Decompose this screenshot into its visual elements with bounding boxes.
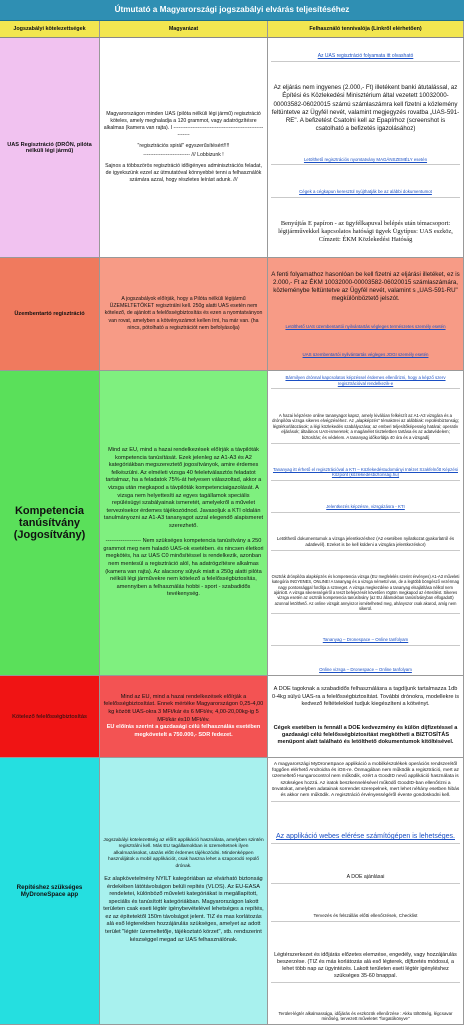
header-obligations: Jogszabályi kötelezettségek [0,21,100,37]
doe-insurance-text: A DOE tagoknak a szabadidős felhasználásra a tagdíjunk tartalmazza 1db 0-4kg súlyú UAS-ra a felelősségbiztosítást. További drónokra, modellekre is kedvező feltételekkel tudjuk kiegészíteni a kötvényt. [271,686,460,707]
uas-form-company-link[interactable]: Cégek a cégkapun keresztül nyújthatják be az alábbi dokumentumot [271,187,460,198]
app-explanation [100,758,268,1024]
table-header [0,21,464,38]
preflight-check-text: Terület-légtér alkalmassága, időjárás és eszközök ellenőrzése : Akku töltöttség, légcsavar minőség, tervezett műveletet "forgatókönyve" [278,1010,453,1022]
uas-process-link[interactable]: Az UAS regisztráció folyamata itt olvasható [271,51,460,63]
insurance-explanation [100,676,268,757]
competency-label-text: Kompetencia tanúsítvány (Jogosítvány) [13,505,86,541]
row-insurance [0,676,464,758]
competency-expl-text-2: ------------------- Nem szükséges kompetencia tanúsítvány a 250 grammot meg nem haladó UAS-ok esetében. és nincsen életkori megkötés, ha az UAS C0 minősítéssel is rendelkezik, azonban nem mentesül a regisztráció alól, ha adatrögzítésre alkalmas (kamera van rajta). Az alacsony súlyuk miatt a 250g alatti pilóta nélküli légi járművekre nem kötelező a felelősségbiztosítás, amennyiben a felhasználás hobbi - sport - szabadidős tevékenység. [103,538,264,598]
uas-fee-text: Az eljárás nem ingyenes (2.000,- Ft) illetékent banki átutalással, az Építési és Közlekedési Minisztérium által vezetett 10032000-00003582-06020015 számú számlaszámra kell fizetni a közlemény feltüntetve az Ügyfél nevét, valamint megjegyzés rovatba „UAS-591-RE". A befizetést Csatolni kell az Epapírhoz (screenshot is csatolható a befizetés igazolásához) [271,84,460,132]
header-explanation: Magyarázat [100,21,268,37]
airspace-analysis-text: Légtérszerkezet és időjárás előzetes elemzése, engedély, vagy hozzájárulás beszerzése. (TIZ és más korlátozás alá eső légterek, díjfizetés módosul, a lehet több nap az ügyintézés. Lakott területen eseti légtér igényléshez szükséges 35-60 bnappal. [271,950,460,983]
row-competency [0,371,464,676]
doe-recommendations: A DOE ajánlásai [271,872,460,884]
exam-documents-text: Letölthető dokumentumok a vizsga jelentkezéshez (A2 esetében nyilatkozat gyakorlatról és adatlevél). Ezeket is be kell küldeni a vizsgára jelentkezéskor) [271,534,460,550]
uas-registration-explanation [100,38,268,257]
company-insurance-text: Cégek esetében is fennáll a DOE kedvezmény és külön díjfizetéssel a gazdasági célú felelősségbiztosítást megkötheti a BIZTOSÍTÁS menüpont alatt található és letölthető dokumentumok kitöltésével. [273,724,458,746]
insurance-label [0,676,100,757]
row-operator-registration [0,258,464,371]
competency-tasks [268,371,464,675]
app-tasks [268,758,464,1024]
app-expl-text-2: Ez alapkövetelmény NYILT kategóriában az elvárható biztonság érdekében látótávolságon belüli repítés (VLOS). Az EU-EASA rendeletei, különböző műveleti kategóriákat is megállapított, speciális és tanúsított kategóriákban. Magyarországon lakott területen csak eseti légtér igénybevételével lehetséges a repítés, ez az építetektől 150m távolságot jelent. TIZ és mas korlátozás alá eső légterekben hozzájárulás szükséges, amelyet az adott terület "légtér üzemeltetője, tájékoztató körzet", stb. rendszerint készséggel megad az UAS felhasználónak. [103,876,264,943]
header-user-tasks: Felhasználó tennivalója (Linkről elérhetően) [268,21,464,37]
mydronespace-text: A magyarországi MyDroneSpace applikáció a mobilkészülékek operációs rendszerétől függően elérhető Androidra és iOS-re. Önmagában nem működik a regisztráció, mert az üzemeltető Hungarocontrol nem működik, ezért a GoodID nevű applikáció használata is szükséges hozzá. Az iratok beszkennelésével működő GoodID-ban ellenőrizni a önvatokat, amelyben adatainak sorrendet szerepelnek, mert lehet néhány esetben hibás és akkor nem működik. A regisztráció érvényességéről évente gondoskodni kell. [271,760,460,802]
uas-registration-label: UAS Regisztráció (DRÓN, pilóta nélküli légi jármű) [0,38,100,257]
dronespace-exam-link[interactable]: Online vizsga – Dronespace – Online tanfolyam [319,667,412,673]
training-description: A hazai képzésre online tananyagot kapsz, amely kiválóan felkészít az A1-A3 vizsgára és a drónpilóta vizsga sikeres elvégzéséhez. Az „alapképzés" témakörei az alábbiak: repülésbiztonság; légtérkorlátozások; a légi közlekedés szabályozása; az emberi teljesítőképesség határai; operatív eljárások; általános UAS-ismeretek; a magánélet tiszteletben tartása és az adatvédelem; biztosítás; és védelem. A tananyag időkorlátja 40 óra és a vizsgadíj [271,411,460,444]
dronespace-material-link[interactable]: Tananyag – Dronespace – Online tanfolyam [271,635,460,646]
checklist-title: Tervezés és felszállás előtti ellenőrzések, Checklist [271,911,460,922]
page-title: Útmutató a Magyarországi jogszabályi elvárás teljesítéséhez [0,0,464,21]
austrian-training-text: Osztrák drónpilóta alapképzés és kompetencia vizsga (EU megfelelés szerint érvényes) A1-A3 műveleti kategória INGYENES, ONLINE! A tananyag és a vizsga németül van, de a legtöbb böngésző vezérmag nagy pontossággal fordítja a szöveget. A vizsga megkezdése a tananyag elsajátítása nélkül nem ajánlott. A vizsga sikerességéről a teszt befejezését követően rögtön megkapod az értesítést. Sikeres vizsga esetén az osztrák kompetencia tanúsítvány (az EU államokban tanúsítványban elfogadott) azonnal letölthető. Az online vizsgát annyiszor ismételheted meg, ahányszor csak akarod, amíg nem sikerül. [271,572,460,614]
operator-fee-text: A fenti folyamathoz hasonlóan be kell fizetni az eljárási illetéket, ez is 2.000,- Ft az ÉKM 10032000-00003582-06020015 számlaszámára, közleménybe feltüntetve az Ügyfél nevét, valamint s „UAS-591-RU" megkülönböztető jelszót. [271,270,460,302]
uas-epapir-note: Benyújtás E papíron - az ügyfélkapuval belépés után témacsoport: légijárművekkel kapcsolatos hatósági ügyek Ügytípus: UAS eszköz, Címzett: ÉKM Közlekedési Hatóság [278,220,453,244]
competency-explanation [100,371,268,675]
kti-material-link[interactable]: Tananyag itt érhető el regisztrációval a KTI – Közlekedéstudományi Intézet Szakfelnőtt Képzési Központ (közlekedésbiztonság.hu) [271,465,460,481]
row-app [0,758,464,1025]
insurance-label-text: Kötelező felelősségbiztosítás [12,713,87,720]
uas-expl-text-3: --------------------------- /// Lobbizunk ! [143,152,224,158]
app-label: Repítéshez szükséges MyDroneSpace app [0,758,100,1024]
operator-registration-label: Üzembentartó regisztráció [0,258,100,370]
operator-form-private-link[interactable]: Letölthető UAS üzembentartói nyilvántartás végleges természetes személy esetén [285,324,446,330]
app-web-link[interactable]: Az applikáció webes elérése számítógépen is lehetséges. [271,830,460,844]
insurance-expl-text-1: Mind az EU, mind a hazai rendelkezések előírják a felelősségbiztosítást. Ennek mértéke Magyarországon 0,25-4,00 kg között UAS-okra 3 MFt/kár és 6 MFt/év, 4,00-20,00kg-ig 5 MFt/kár és10 MFt/év. [103,693,264,723]
uas-expl-text-2: "regisztrációs spirál" egyszerűsítésért!!!! [137,142,230,149]
insurance-tasks [268,676,464,757]
operator-registration-tasks [268,258,464,370]
insurance-expl-text-2: EU előírás szerint a gazdasági célú felhasználás esetében megkövetelt a 750.000,- SDR fedezet. [106,724,261,738]
row-uas-registration [0,38,464,258]
uas-form-private-link[interactable]: Letölthető regisztrációs nyomtatvány MAGÁNSZEMÉLY esetén [271,155,460,166]
uas-expl-text-4: Sajnos a többszörös regisztráció időigényes adminisztrációs feladat, de igyekszünk ezzel az útmutatóval könnyebbé tenni a felhasználók számára azzal, hogy részletes leírást adunk. /// [105,163,262,184]
operator-registration-explanation: A jogszabályok előírják, hogy a Pilóta nélküli légijármű ÜZEMELTETŐKET regisztrálni kell. 250g alatti UAS esetén nem kötelező, de ajánlott a felelősségbiztosítás és ezen a nyomtatványon van rovat, amelyben a kötvényszámot kellen írni, ha már van. (ha nincs, pótolható a regisztrációt nem befolyásolja) [100,258,268,370]
uas-registration-tasks [268,38,464,257]
app-expl-text-1: Jogszabályi kötelezettség az előírt applikáció használata, amelyben szintén regisztrálni kell. Más EU tagállamokban is üzemeltetnek ilyen alkalmazásokat, utazás előtt érdemes tájékozódni. Mindenképpen használjátok a mobil applikációt, csak haszna lehet a szaporodó repülő drónak. [103,837,264,869]
kti-exam-signup-link[interactable]: Jelentkezés képzésre, vizsgázásra - KTI [271,502,460,513]
competency-label [0,371,100,675]
uas-expl-text-1: Magyarországon minden UAS (pilóta nélküli légi jármű) regisztráció köteles, amely meghaladja a 120 grammot, vagy adatrögzítésre alkalmas (kamera van rajta). I ----------------------------------------------------------- [103,110,264,138]
competency-expl-text-1: Mind az EU, mind a hazai rendelkezések előírják a távpilóták kompetencia tanúsítását. Ezek jelenleg az A1-A3 és A2 kategóriákban megszereztető jogosítványok, amire érdemes felkészülni. Az elméleti vizsga 40 feleletválasztós feladatot tartalmaz, ha a feladatok 75%-át helyesen válaszoltad, akkor a vizsga után megkapod a távpilóták kompetenciaigazolását. A vizsga nem helyettesíti az egyes tagállamok speciális repülésügyi szabályainak ismeretét, amelyekről a művelet tervezésekor érdemes tájékozódnod. Javasoljuk a KTI oldalán tanulmányozni az A1-A3 tananyagot azzal elegendő alapismeret szerezhető. [103,447,264,529]
training-check-link[interactable]: Bármilyen drónnal kapcsolatos képzéssel érdemes ellenőrizni, hogy a képző szerv regisztrációval rendelkezik-e [271,373,460,389]
operator-form-legal-link[interactable]: UAS üzembentartói nyilvántartás végleges JOGI személy esetén [302,351,429,357]
